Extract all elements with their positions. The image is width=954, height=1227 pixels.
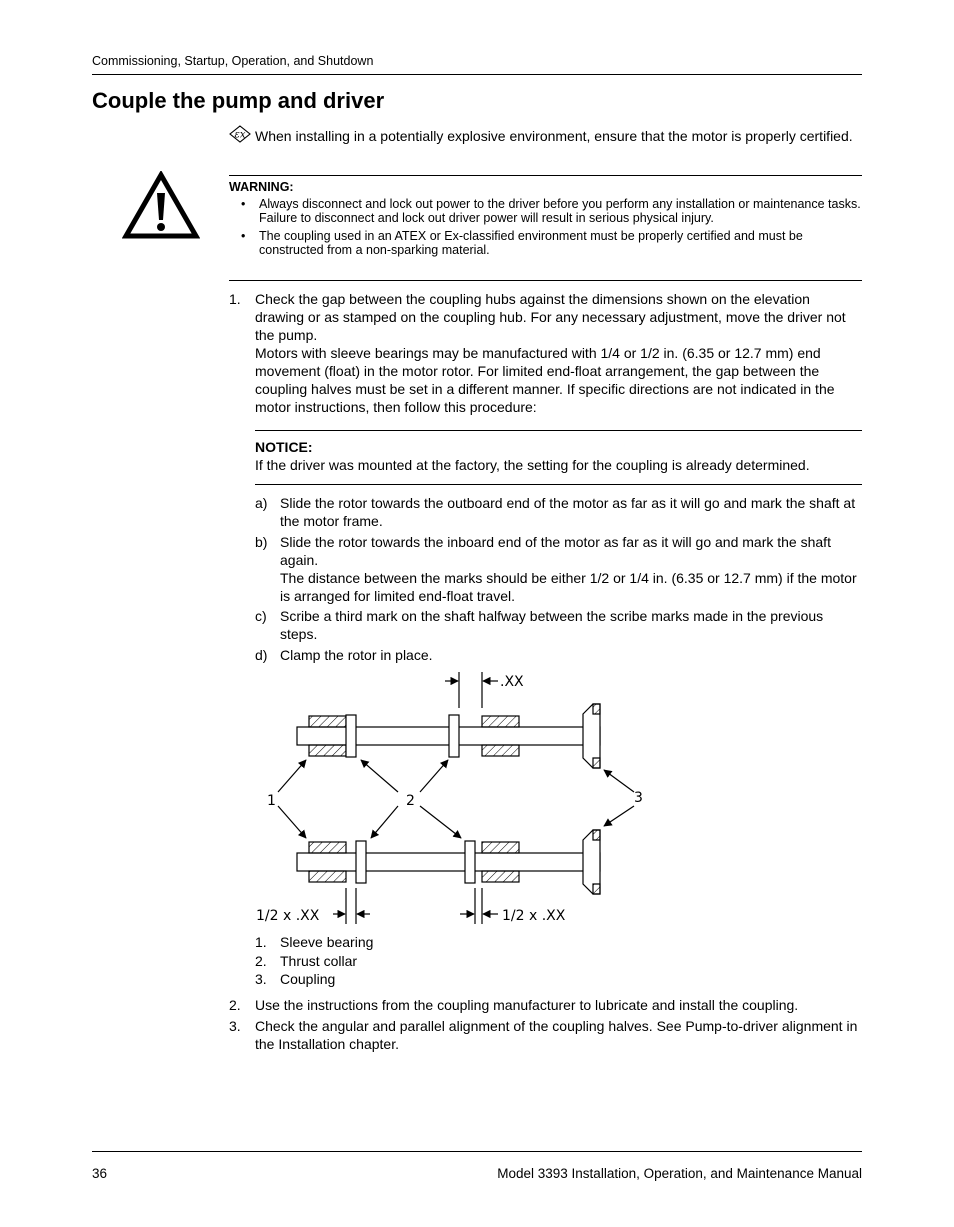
warning-rule-bottom (229, 280, 862, 281)
substep-a (255, 494, 862, 530)
dimension-bottom-right-label: 1/2 x .XX (502, 908, 566, 924)
callout-3-label: 3 (634, 790, 643, 806)
ex-statement (229, 125, 862, 147)
substep-c (255, 607, 862, 643)
notice-title: NOTICE: (255, 439, 313, 455)
substep-label: c) (255, 608, 267, 624)
substep-label: b) (255, 534, 268, 550)
legend-item: 1. Sleeve bearing (255, 934, 374, 950)
warning-item: • Always disconnect and lock out power to the driver before you perform any installation or maintenance tasks. Failure to disconnect and lock out driver power will result in serious physical injury. (241, 197, 861, 225)
dimension-bottom-left-label: 1/2 x .XX (256, 908, 320, 924)
legend-item: 2. Thrust collar (255, 952, 358, 969)
running-header: Commissioning, Startup, Operation, and Shutdown (92, 54, 374, 68)
end-float-diagram (250, 668, 660, 935)
substep-label: d) (255, 647, 268, 663)
diagram-legend (255, 933, 373, 989)
notice-text: If the driver was mounted at the factory, the setting for the coupling is already determined. (255, 457, 810, 473)
substep-b (255, 533, 862, 605)
step-text: Use the instructions from the coupling manufacturer to lubricate and install the coupling. (255, 997, 799, 1013)
step-3 (229, 1017, 862, 1053)
bottom-shaft (297, 853, 600, 871)
coupling (583, 830, 600, 894)
coupling (583, 704, 600, 768)
footer-rule (92, 1151, 862, 1152)
step-number: 3. (229, 1018, 241, 1034)
substep-text: Scribe a third mark on the shaft halfway between the scribe marks made in the previous steps. (280, 608, 824, 642)
ex-statement-text: When installing in a potentially explosive environment, ensure that the motor is properly certified. (255, 128, 853, 144)
header-rule (92, 74, 862, 75)
warning-triangle-icon (122, 171, 200, 246)
dimension-top (445, 672, 498, 708)
ex-explosive-atmosphere-icon (229, 125, 251, 147)
step-extra-text: Motors with sleeve bearings may be manufactured with 1/4 or 1/2 in. (6.35 or 12.7 mm) end movement (float) in the motor rotor. For limited end-float arrangement, the gap between the coupling halves must be set in a different manner. If specific directions are not indicated in the motor instructions, then follow this procedure: (255, 345, 835, 415)
substep-text: Clamp the rotor in place. (280, 647, 433, 663)
callout-arrows (278, 760, 634, 838)
dimension-bottom-right (460, 888, 498, 924)
warning-title: WARNING: (229, 180, 294, 194)
document-title: Model 3393 Installation, Operation, and Maintenance Manual (497, 1166, 862, 1181)
callout-1-label: 1 (267, 793, 276, 809)
warning-item: • The coupling used in an ATEX or Ex-classified environment must be properly certified and must be constructed from a non-sparking material. (241, 229, 803, 257)
warning-list (229, 197, 862, 261)
step-number: 1. (229, 291, 241, 307)
notice-rule-bottom (255, 484, 862, 485)
warning-rule-top (229, 175, 862, 176)
step-text: Check the angular and parallel alignment of the coupling halves. See Pump-to-driver alignment in the Installation chapter. (255, 1018, 858, 1052)
legend-item: 3. Coupling (255, 971, 336, 987)
step-number: 2. (229, 997, 241, 1013)
svg-text:εx: εx (234, 129, 246, 141)
page-number: 36 (92, 1166, 108, 1181)
dimension-top-label: .XX (500, 674, 524, 690)
callout-2-label: 2 (406, 793, 415, 809)
substep-text: Slide the rotor towards the inboard end of the motor as far as it will go and mark the shaft again. (280, 534, 831, 568)
step-1 (229, 290, 862, 416)
substep-extra-text: The distance between the marks should be either 1/2 or 1/4 in. (6.35 or 12.7 mm) if the motor is arranged for limited end-float travel. (280, 570, 857, 604)
step-text: Check the gap between the coupling hubs against the dimensions shown on the elevation drawing or as stamped on the coupling hub. For any necessary adjustment, move the driver not the pump. (255, 291, 846, 343)
step-2 (229, 996, 862, 1014)
page-title: Couple the pump and driver (92, 88, 385, 113)
substep-text: Slide the rotor towards the outboard end of the motor as far as it will go and mark the shaft at the motor frame. (280, 495, 856, 529)
notice-rule-top (255, 430, 862, 431)
substep-d (255, 646, 862, 664)
dimension-bottom-left (333, 888, 370, 924)
substep-label: a) (255, 495, 268, 511)
